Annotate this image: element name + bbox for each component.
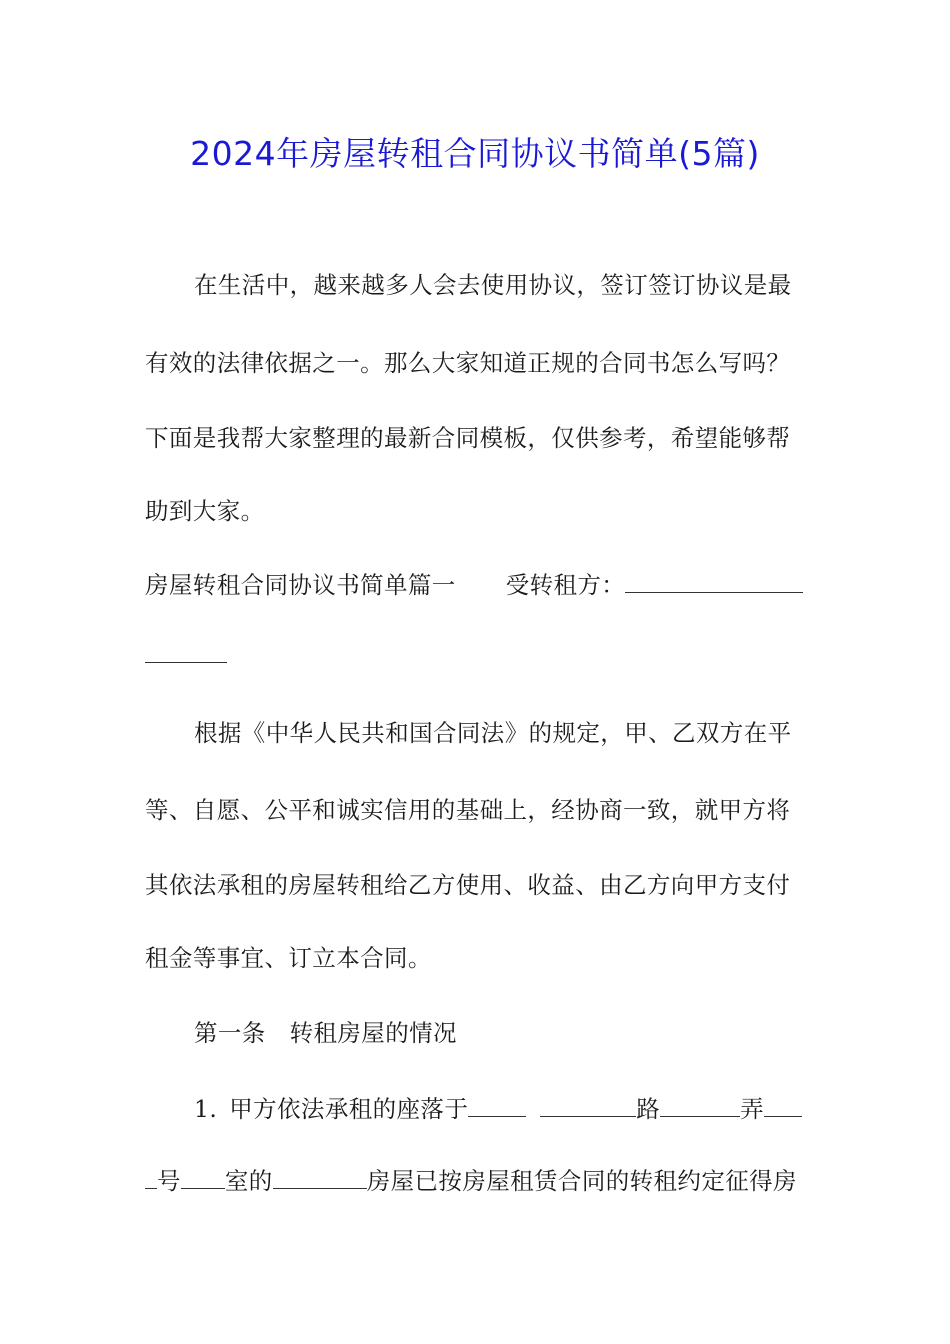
intro-line-4: 助到大家。 [145,497,265,525]
lane-label: 弄 [740,1095,765,1123]
item-1-number: 1. [194,1095,218,1123]
room-blank [273,1166,367,1189]
room-label: 室的 [224,1167,273,1195]
item-1-line-2 [145,1166,797,1196]
number-label: 号 [157,1167,181,1195]
item-1-continued: 房屋已按房屋租赁合同的转租约定征得房 [366,1167,797,1195]
section-heading-line [145,570,803,600]
receiver-blank-continued [145,640,227,663]
receiver-blank [625,570,803,593]
road-label: 路 [636,1095,661,1123]
basis-line-4: 租金等事宜、订立本合同。 [145,944,432,972]
section-heading: 房屋转租合同协议书简单篇一 [145,571,456,599]
document-title: 2024年房屋转租合同协议书简单(5篇) [190,134,760,173]
item-1-line [194,1094,802,1124]
item-1-text: 甲方依法承租的座落于 [229,1095,469,1123]
lane-blank [764,1094,802,1117]
basis-line-2: 等、自愿、公平和诚实信用的基础上，经协商一致，就甲方将 [145,796,791,824]
location-blank-b [540,1094,636,1117]
intro-line-2: 有效的法律依据之一。那么大家知道正规的合同书怎么写吗？ [145,349,791,377]
basis-line-3: 其依法承租的房屋转租给乙方使用、收益、由乙方向甲方支付 [145,871,791,899]
number-blank [181,1166,225,1189]
number-blank-tail [145,1166,157,1189]
receiver-blank-continued-line [145,640,227,670]
location-blank-a [468,1094,526,1117]
road-blank [660,1094,740,1117]
basis-line-1: 根据《中华人民共和国合同法》的规定，甲、乙双方在平 [194,719,792,747]
intro-line-3: 下面是我帮大家整理的最新合同模板，仅供参考，希望能够帮 [145,424,791,452]
article-1-heading: 第一条 转租房屋的情况 [194,1019,457,1047]
receiver-label: 受转租方： [505,571,626,599]
intro-line-1: 在生活中，越来越多人会去使用协议，签订签订协议是最 [194,271,792,299]
